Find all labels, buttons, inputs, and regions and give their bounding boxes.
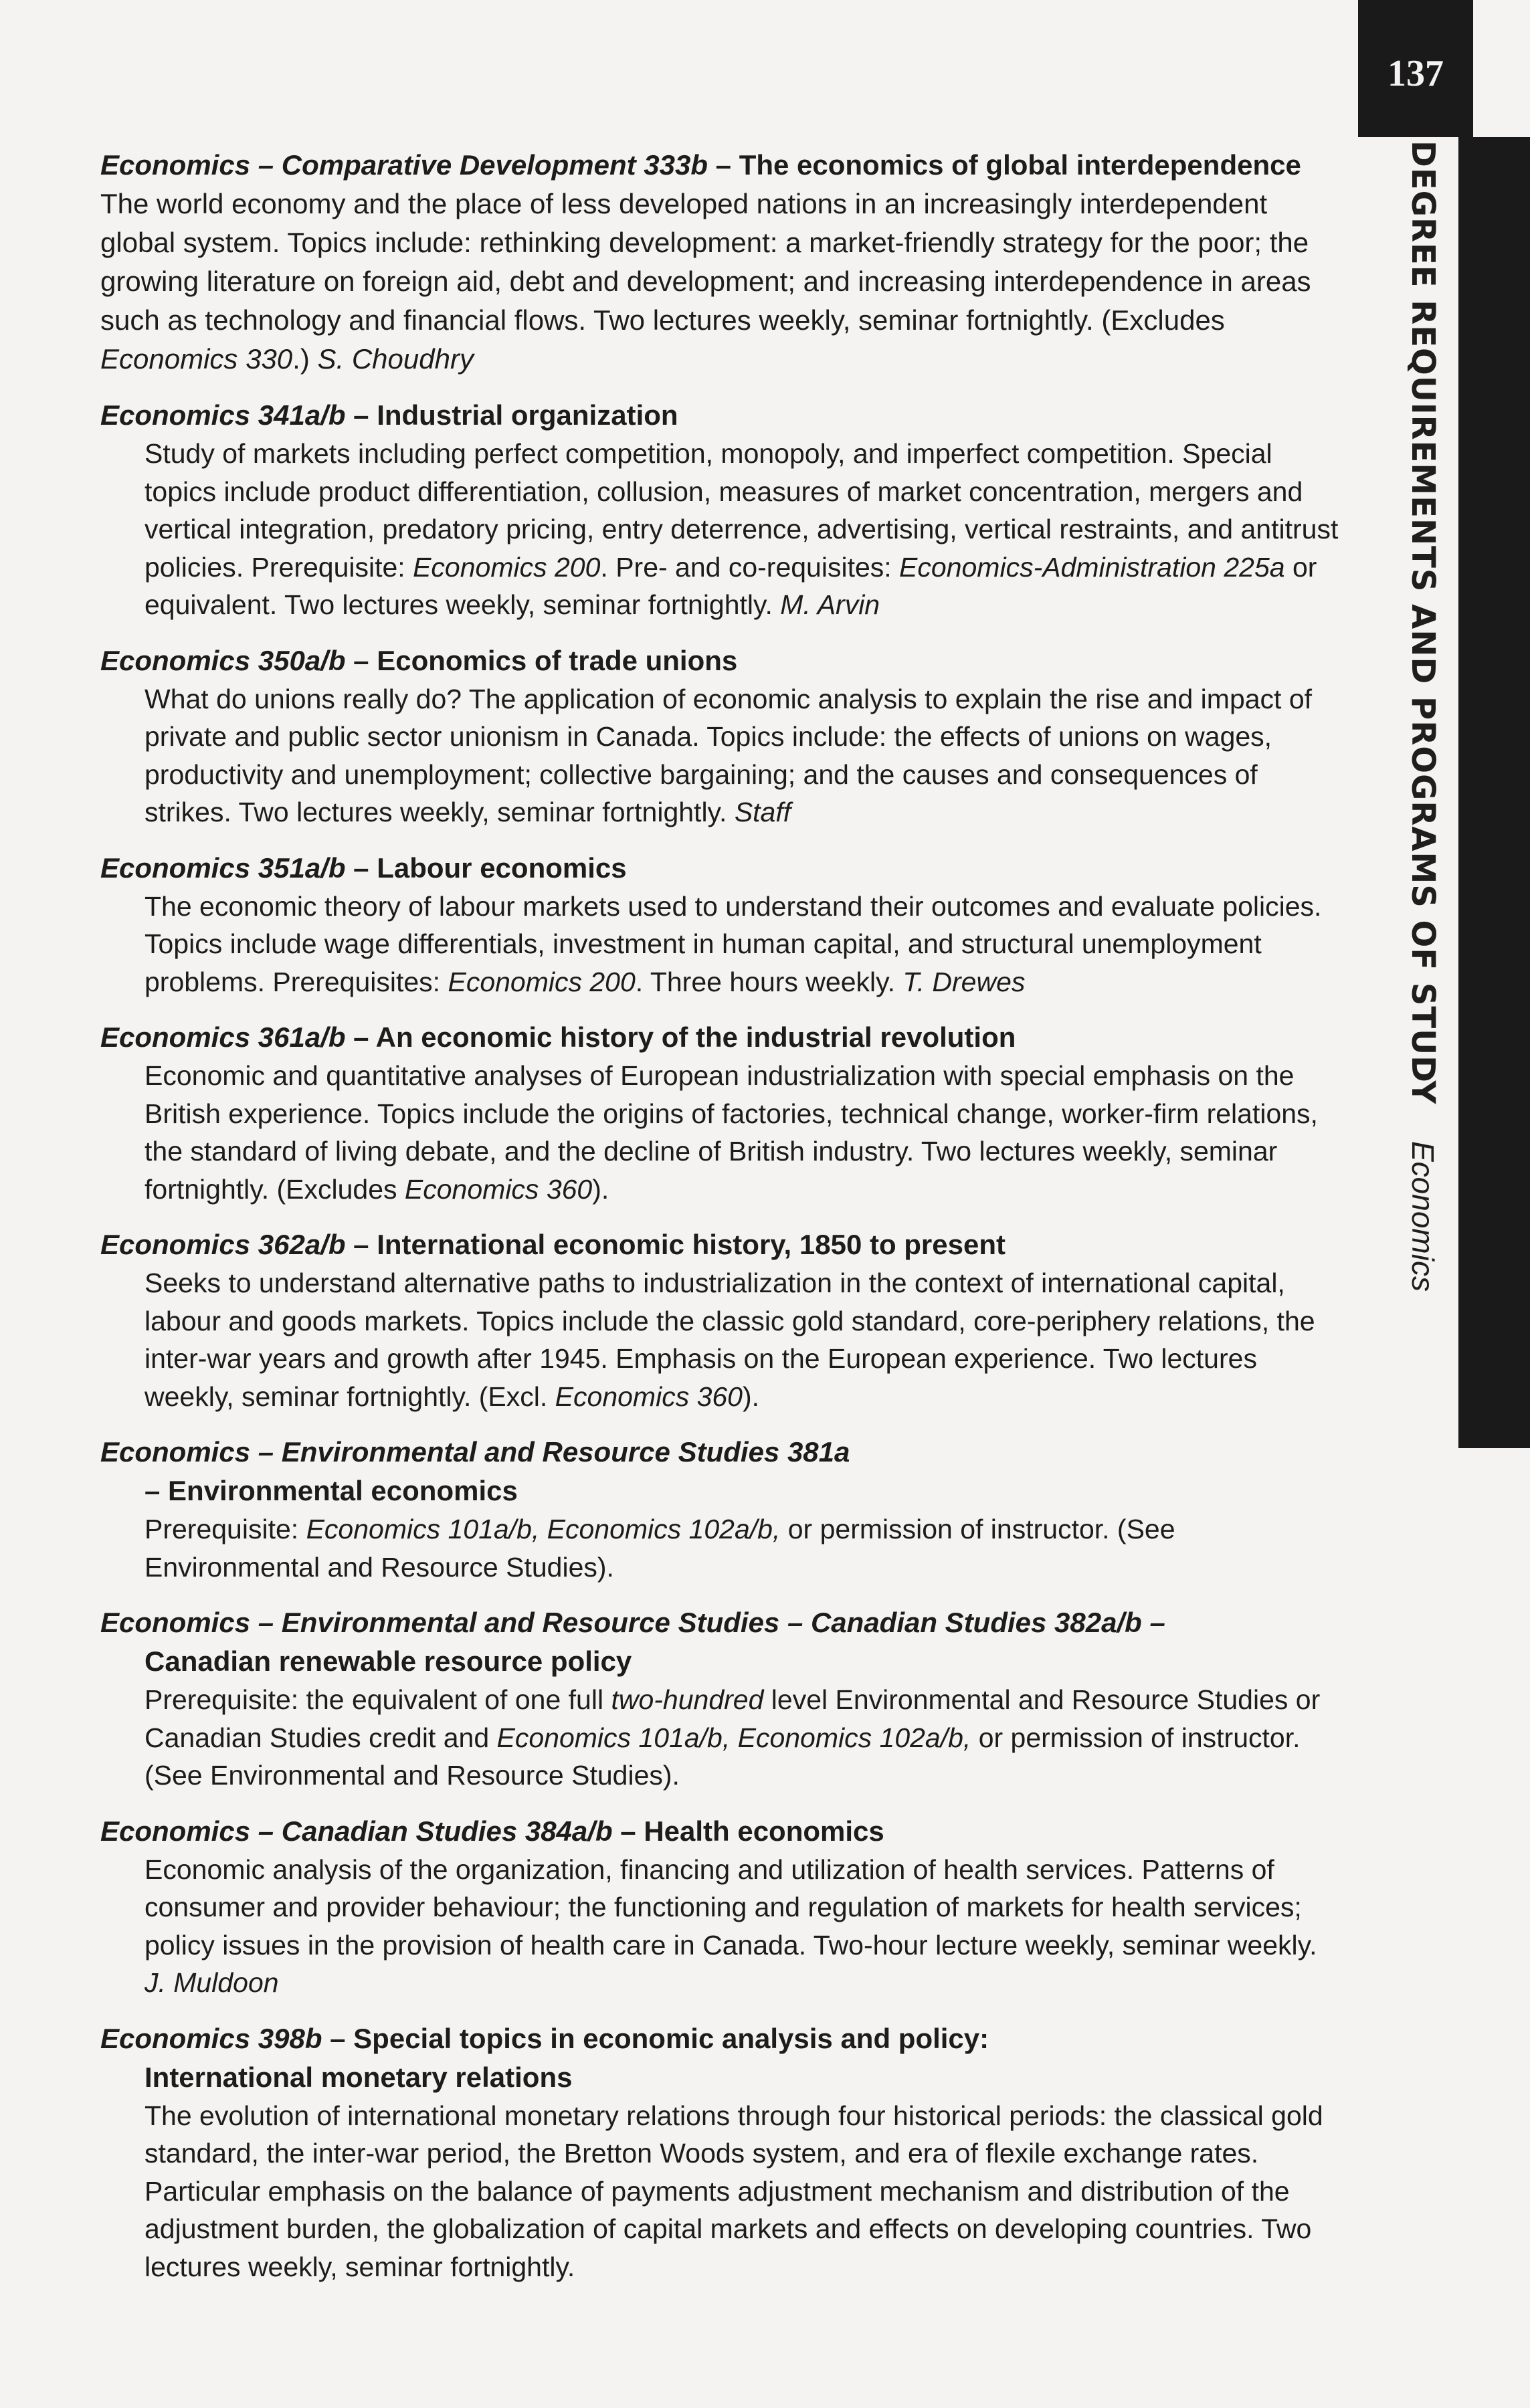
course-description-block	[145, 888, 1345, 1001]
section-side-heading	[1396, 140, 1450, 1311]
course-description-block	[145, 680, 1345, 831]
course-instructor: S. Choudhry	[317, 343, 474, 375]
course-description-end: or equivalent. Two lectures weekly, seminar fortnightly.	[145, 551, 1317, 620]
course-subtitle: Canadian renewable resource policy	[145, 1645, 632, 1677]
course-instructor: J. Muldoon	[145, 1967, 279, 1998]
course-code: Economics – Comparative Development 333b	[100, 149, 708, 181]
course-description-block	[145, 1057, 1345, 1208]
course-ref: Economics 360	[404, 1173, 593, 1205]
course-entry	[100, 1603, 1345, 1795]
course-heading	[100, 1603, 1345, 1642]
course-ref: two-hundred	[611, 1684, 764, 1715]
course-sep: –	[707, 149, 739, 181]
course-description-block	[145, 1264, 1345, 1415]
course-instructor: Staff	[734, 797, 791, 827]
course-description-block	[145, 1681, 1345, 1795]
course-heading	[100, 641, 1345, 680]
course-description-mid: level Environmental and Resource Studies or Canadian Studies credit and	[145, 1684, 1321, 1753]
course-entry	[100, 2019, 1345, 2286]
course-description: The economic theory of labour markets used to understand their outcomes and evaluate policies. Topics include wage differentials, investment in human capital, and structural unemployment problems. Prerequisites:	[145, 890, 1322, 997]
course-code: Economics – Environmental and Resource Studies 381a	[100, 1436, 850, 1468]
course-description-end: .)	[292, 343, 318, 375]
course-code: Economics 361a/b	[100, 1021, 346, 1053]
course-code: Economics 350a/b	[100, 644, 346, 676]
course-description: The world economy and the place of less developed nations in an increasingly interdependent global system. Topics include: rethinking development: a market-friendly strategy for the poor; the growing literature on foreign aid, debt and development; and increasing interdependence in areas such as technology and financial flows. Two lectures weekly, seminar fortnightly. (Excludes	[100, 188, 1311, 336]
course-entry	[100, 396, 1345, 624]
course-entry	[100, 146, 1345, 379]
course-description-block	[145, 2097, 1345, 2286]
course-entry	[100, 1018, 1345, 1208]
course-sep: –	[345, 1229, 377, 1260]
course-heading	[100, 1812, 1345, 1851]
course-description: Economic analysis of the organization, financing and utilization of health services. Patterns of consumer and provider behaviour; the functioning and regulation of markets for health services; policy issues in the provision of health care in Canada. Two-hour lecture weekly, seminar weekly.	[145, 1853, 1317, 1961]
course-description: Seeks to understand alternative paths to industrialization in the context of international capital, labour and goods markets. Topics include the classic gold standard, core-periphery relations, the inter-war years and growth after 1945. Emphasis on the European experience. Two lectures weekly, seminar fortnightly. (Excl.	[145, 1268, 1315, 1412]
course-entry	[100, 1433, 1345, 1586]
page-number: 137	[1358, 0, 1473, 137]
course-heading	[100, 1433, 1345, 1472]
course-description: The evolution of international monetary relations through four historical periods: the classical gold standard, the inter-war period, the Bretton Woods system, and era of flexile exchange rates. Particular emphasis on the balance of payments adjustment mechanism and distribution of the adjustment burden, the globalization of capital markets and effects on developing countries. Two lectures weekly, seminar fortnightly.	[145, 2100, 1323, 2282]
course-ref: Economics 101a/b, Economics 102a/b,	[496, 1722, 971, 1753]
course-ref: Economics 360	[555, 1381, 743, 1412]
course-heading	[100, 849, 1345, 888]
course-ref: Economics 330	[100, 343, 293, 375]
course-description-end: ).	[743, 1381, 760, 1412]
course-entry	[100, 1225, 1345, 1415]
course-sep: –	[345, 399, 377, 431]
side-heading-main: DEGREE REQUIREMENTS AND PROGRAMS OF STUDY	[1404, 140, 1442, 1105]
course-subtitle: International monetary relations	[145, 2061, 573, 2093]
course-sep: –	[345, 851, 377, 884]
course-ref: Economics-Administration 225a	[899, 551, 1285, 583]
course-description: Prerequisite: the equivalent of one full	[145, 1684, 611, 1715]
course-description-end: ).	[592, 1173, 609, 1205]
course-code: Economics 351a/b	[100, 851, 346, 884]
course-entry	[100, 849, 1345, 1001]
course-sep: –	[345, 644, 377, 676]
course-title: The economics of global interdependence	[739, 149, 1301, 181]
course-heading	[100, 1225, 1345, 1264]
course-title: Industrial organization	[377, 399, 678, 431]
course-description: Study of markets including perfect competition, monopoly, and imperfect competition. Special topics include product differentiation, collusion, measures of market concentration, mergers and vertical integration, predatory pricing, entry deterrence, advertising, vertical restraints, and antitrust policies. Prerequisite:	[145, 438, 1339, 583]
course-subtitle: – Environmental economics	[145, 1475, 518, 1506]
course-code: Economics 362a/b	[100, 1229, 346, 1260]
course-heading	[100, 2019, 1345, 2058]
course-title: Special topics in economic analysis and policy:	[353, 2022, 989, 2054]
side-heading-sub: Economics	[1406, 1141, 1440, 1292]
course-title: Labour economics	[377, 851, 627, 884]
course-description-end: . Three hours weekly.	[635, 966, 903, 997]
course-description-end: or permission of instructor. (See Environmental and Resource Studies).	[145, 1514, 1175, 1583]
course-sep: –	[322, 2022, 354, 2054]
course-title: Health economics	[644, 1815, 884, 1847]
course-ref: Economics 101a/b, Economics 102a/b,	[306, 1514, 781, 1544]
course-heading	[100, 396, 1345, 435]
course-description-block	[145, 435, 1345, 624]
course-code: Economics 398b	[100, 2022, 322, 2054]
course-heading	[100, 146, 1345, 379]
course-description-end: or permission of instructor. (See Environmental and Resource Studies).	[145, 1722, 1301, 1791]
course-description: Prerequisite:	[145, 1514, 306, 1544]
course-description: What do unions really do? The application of economic analysis to explain the rise and impact of private and public sector unionism in Canada. Topics include: the effects of unions on wages, productivity and unemployment; collective bargaining; and the causes and consequences of strikes. Two lectures weekly, seminar fortnightly.	[145, 683, 1313, 827]
course-description-mid: . Pre- and co-requisites:	[600, 551, 900, 583]
course-entry	[100, 641, 1345, 831]
course-title: International economic history, 1850 to present	[377, 1229, 1006, 1260]
course-ref: Economics 200	[448, 966, 636, 997]
course-sep: –	[345, 1021, 376, 1053]
course-code: Economics – Canadian Studies 384a/b	[100, 1815, 613, 1847]
course-sep: –	[612, 1815, 644, 1847]
course-instructor: M. Arvin	[780, 589, 880, 620]
course-entry	[100, 1812, 1345, 2002]
course-title: An economic history of the industrial revolution	[375, 1021, 1016, 1053]
course-instructor: T. Drewes	[902, 966, 1026, 997]
course-code: Economics – Environmental and Resource Studies – Canadian Studies 382a/b –	[100, 1607, 1165, 1638]
course-description: Economic and quantitative analyses of European industrialization with special emphasis on the British experience. Topics include the origins of factories, technical change, worker-firm relations, the standard of living debate, and the decline of British industry. Two lectures weekly, seminar fortnightly. (Excludes	[145, 1060, 1318, 1205]
course-ref: Economics 200	[413, 551, 601, 583]
course-list	[100, 146, 1345, 2303]
course-description-block	[145, 1851, 1345, 2002]
course-description-block	[145, 1510, 1345, 1586]
course-code: Economics 341a/b	[100, 399, 346, 431]
side-black-strip	[1458, 137, 1530, 1448]
course-heading	[100, 1018, 1345, 1057]
course-title: Economics of trade unions	[377, 644, 738, 676]
